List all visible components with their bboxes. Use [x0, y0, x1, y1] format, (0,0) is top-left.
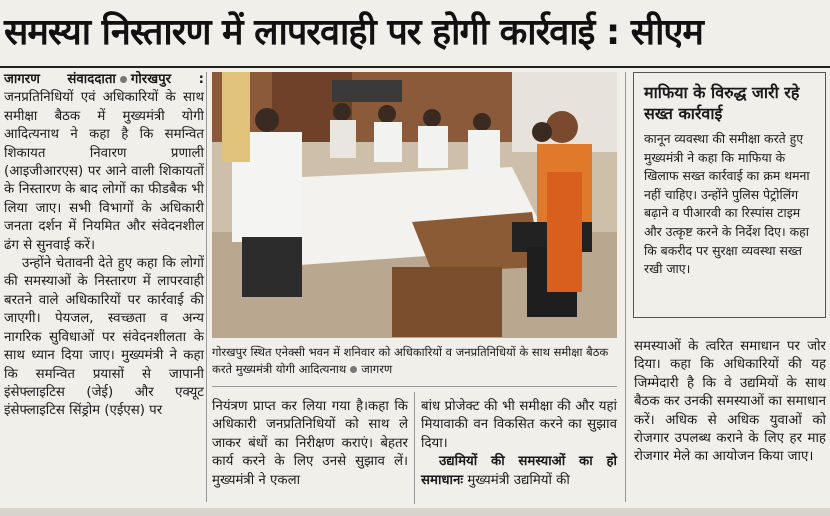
paragraph-text: जनप्रतिनिधियों एवं अधिकारियों के साथ समीक्षा बैठक में मुख्यमंत्री योगी आदित्यनाथ ने कहा है कि समन्वित शिकायत निवारण प्रणाली (आइजीआरएस) पर आने वाली शिकायतों के निस्तारण के बाद लोगों का फीडबैक भी लिया जाए। सभी विभागों के अधिकारी जनता दर्शन में नियमित और संवेदनशील ढंग से सुनवाई करें।	[4, 90, 204, 253]
article-column-4	[634, 338, 826, 467]
dateline-place: गोरखपुर :	[130, 72, 204, 87]
caption-credit: जागरण	[361, 362, 393, 376]
bullet-icon	[120, 76, 127, 83]
sidebar-box	[633, 72, 826, 318]
paragraph-text: मुख्यमंत्री उद्यमियों की	[467, 472, 570, 488]
caption-divider	[212, 386, 617, 387]
meeting-photo-illustration	[212, 72, 617, 338]
photo-caption	[212, 344, 617, 378]
article-column-3	[421, 398, 617, 490]
paragraph: नियंत्रण प्राप्त कर लिया गया है।कहा कि अधिकारी जनप्रतिनिधियों को साथ ले जाकर बंधों का निरीक्षण कराएं। बेहतर कार्य करने के लिए उनसे सुझाव लें। मुख्यमंत्री ने एकला	[212, 399, 408, 488]
bullet-icon	[350, 366, 357, 373]
page-bottom-strip	[0, 508, 830, 516]
column-divider	[206, 72, 207, 502]
column-divider	[625, 72, 626, 502]
column-divider	[414, 392, 415, 504]
headline: समस्या निस्तारण में लापरवाही पर होगी कार्रवाई : सीएम	[4, 12, 703, 53]
caption-text: गोरखपुर स्थित एनेक्सी भवन में शनिवार को अधिकारियों व जनप्रतिनिधियों के साथ समीक्षा बैठक करते मुख्यमंत्री योगी आदित्यनाथ	[212, 345, 609, 376]
article-column-2	[212, 398, 408, 490]
paragraph: समस्याओं के त्वरित समाधान पर जोर दिया। कहा कि अधिकारियों की यह जिम्मेदारी है कि वे उद्यमियों के साथ बैठक कर उनकी समस्याओं का समाधान करें। अधिक से अधिक युवाओं को रोजगार उपलब्ध कराने के लिए हर माह रोजगार मेले का आयोजन किया जाए।	[634, 339, 826, 465]
subheading: उद्यमियों की समस्याओं का हो समाधानः	[421, 454, 617, 488]
paragraph	[421, 453, 617, 490]
paragraph: उन्होंने चेतावनी देते हुए कहा कि लोगों की समस्याओं के निस्तारण में लापरवाही बरतने वाले अधिकारियों पर कार्रवाई की जाएगी। पेयजल, स्वच्छता व अन्य नागरिक सुविधाओं पर संवेदनशीलता के साथ ध्यान दिया जाए। मुख्यमंत्री ने कहा कि समन्वित प्रयासों से जापानी इंसेफ्लाइटिस (जेई) और एक्यूट इंसेफ्लाइटिस सिंड्रोम (एईएस) पर	[4, 256, 204, 419]
sidebar-body: कानून व्यवस्था की समीक्षा करते हुए मुख्यमंत्री ने कहा कि माफिया के खिलाफ सख्त कार्रवाई का क्रम थमना नहीं चाहिए। उन्होंने पुलिस पेट्रोलिंग बढ़ाने व पीआरवी का रिस्पांस टाइम और उत्कृष्ट करने के निर्देश दिए। कहा कि बकरीद पर सुरक्षा व्यवस्था सख्त रखी जाए।	[644, 131, 810, 277]
paragraph	[4, 71, 204, 255]
dateline-reporter: जागरण संवाददाता	[4, 72, 116, 87]
sidebar-title: माफिया के विरुद्ध जारी रहे सख्त कार्रवाई	[644, 83, 800, 123]
headline-rule	[0, 66, 830, 68]
meeting-photo	[212, 72, 617, 338]
article-column-1	[4, 71, 204, 421]
paragraph: बांध प्रोजेक्ट की भी समीक्षा की और यहां मियावाकी वन विकसित करने का सुझाव दिया।	[421, 399, 617, 451]
